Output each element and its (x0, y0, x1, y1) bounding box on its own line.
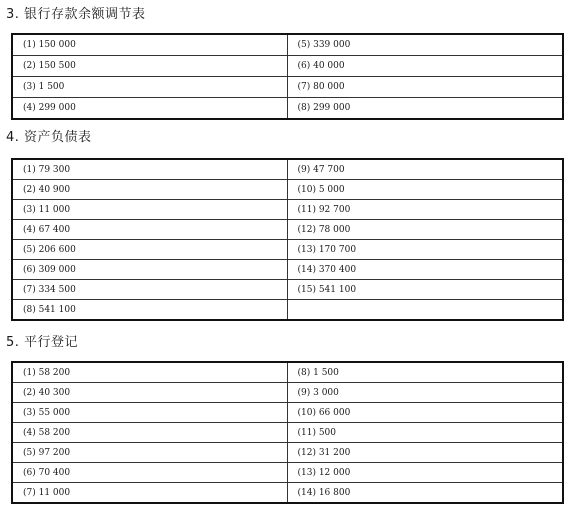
table-row (12, 180, 563, 200)
parallel-posting-table (11, 361, 564, 504)
table-row (12, 423, 563, 443)
answer-cell: (4) 299 000 (12, 98, 287, 120)
table-row (12, 260, 563, 280)
answer-cell: (6) 309 000 (12, 260, 287, 280)
answer-cell: (13) 170 700 (287, 240, 563, 260)
answer-cell: (4) 58 200 (12, 423, 287, 443)
answer-cell: (11) 500 (287, 423, 563, 443)
answer-cell: (5) 97 200 (12, 443, 287, 463)
table-row (12, 463, 563, 483)
table-row (12, 98, 563, 120)
answer-cell: (11) 92 700 (287, 200, 563, 220)
table-row (12, 34, 563, 56)
answer-cell: (6) 70 400 (12, 463, 287, 483)
table-row (12, 77, 563, 98)
answer-cell: (15) 541 100 (287, 280, 563, 300)
answer-cell: (4) 67 400 (12, 220, 287, 240)
answer-cell: (12) 31 200 (287, 443, 563, 463)
table-row (12, 200, 563, 220)
table-row (12, 483, 563, 504)
answer-cell: (13) 12 000 (287, 463, 563, 483)
table-row (12, 403, 563, 423)
answer-cell: (7) 80 000 (287, 77, 563, 98)
answer-cell: (7) 334 500 (12, 280, 287, 300)
answer-cell: (8) 1 500 (287, 362, 563, 383)
answer-cell: (10) 66 000 (287, 403, 563, 423)
bank-reconciliation-table (11, 33, 564, 120)
table-row (12, 443, 563, 463)
answer-cell: (1) 58 200 (12, 362, 287, 383)
answer-cell: (3) 11 000 (12, 200, 287, 220)
answer-cell: (2) 40 300 (12, 383, 287, 403)
answer-cell: (6) 40 000 (287, 56, 563, 77)
section-title-balance-sheet: 4. 资产负债表 (6, 130, 92, 145)
answer-cell: (9) 3 000 (287, 383, 563, 403)
section-title-parallel-posting: 5. 平行登记 (6, 335, 79, 350)
answer-cell: (9) 47 700 (287, 159, 563, 180)
section-title-bank-reconciliation: 3. 银行存款余额调节表 (6, 7, 146, 22)
answer-cell: (14) 370 400 (287, 260, 563, 280)
table-row (12, 300, 563, 321)
table-row (12, 362, 563, 383)
table-row (12, 56, 563, 77)
answer-cell: (8) 299 000 (287, 98, 563, 120)
answer-cell: (3) 55 000 (12, 403, 287, 423)
answer-cell: (12) 78 000 (287, 220, 563, 240)
answer-cell: (7) 11 000 (12, 483, 287, 504)
answer-cell: (1) 79 300 (12, 159, 287, 180)
table-row (12, 220, 563, 240)
answer-cell (287, 300, 563, 321)
answer-cell: (5) 339 000 (287, 34, 563, 56)
answer-cell: (14) 16 800 (287, 483, 563, 504)
table-row (12, 240, 563, 260)
answer-cell: (2) 150 500 (12, 56, 287, 77)
balance-sheet-table (11, 158, 564, 321)
answer-cell: (2) 40 900 (12, 180, 287, 200)
table-row (12, 159, 563, 180)
table-row (12, 280, 563, 300)
answer-cell: (1) 150 000 (12, 34, 287, 56)
answer-cell: (3) 1 500 (12, 77, 287, 98)
answer-cell: (10) 5 000 (287, 180, 563, 200)
answer-cell: (8) 541 100 (12, 300, 287, 321)
answer-cell: (5) 206 600 (12, 240, 287, 260)
table-row (12, 383, 563, 403)
